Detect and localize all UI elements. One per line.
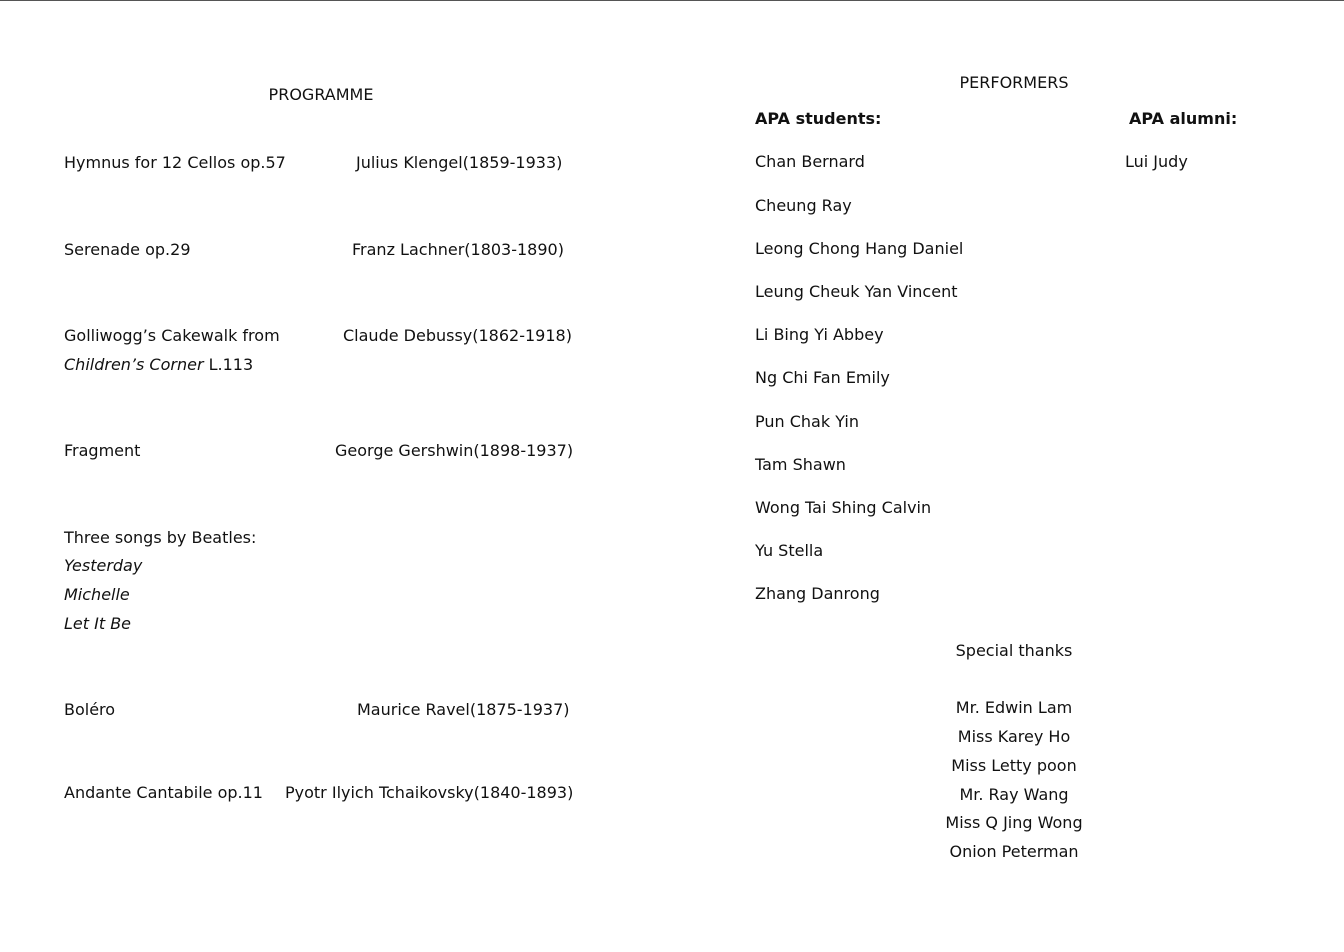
programme-item-title: Fragment [64,441,141,460]
song-title: Let It Be [64,614,132,633]
student-name: Zhang Danrong [755,584,880,603]
student-name: Chan Bernard [755,152,865,171]
programme-item-title: Three songs by Beatles: [64,528,257,547]
programme-item-title: Andante Cantabile op.11 [64,783,263,802]
programme-item-subtitle [64,355,253,375]
programme-item-composer: George Gershwin(1898-1937) [335,441,574,460]
programme-item-title: Serenade op.29 [64,240,191,259]
student-name: Yu Stella [755,541,824,560]
student-name: Cheung Ray [755,196,852,215]
student-name: Tam Shawn [755,455,846,474]
thanks-name: Miss Q Jing Wong [945,813,1083,832]
students-heading: APA students: [755,109,882,128]
alumni-name: Lui Judy [1125,152,1188,171]
programme-item-composer: Pyotr Ilyich Tchaikovsky(1840-1893) [285,783,574,802]
programme-item-title: Golliwogg’s Cakewalk from [64,326,280,345]
song-title: Yesterday [64,556,143,575]
student-name: Leong Chong Hang Daniel [755,239,964,258]
student-name: Wong Tai Shing Calvin [755,498,932,517]
student-name: Pun Chak Yin [755,412,859,431]
programme-item-composer: Julius Klengel(1859-1933) [356,153,563,172]
thanks-name: Onion Peterman [949,842,1079,861]
special-thanks-heading: Special thanks [955,641,1073,660]
programme-item-composer: Claude Debussy(1862-1918) [343,326,572,345]
student-name: Leung Cheuk Yan Vincent [755,282,958,301]
student-name: Ng Chi Fan Emily [755,368,890,387]
thanks-name: Mr. Edwin Lam [955,698,1073,717]
thanks-name: Mr. Ray Wang [959,785,1069,804]
work-catalogue-number: L.113 [203,355,254,374]
song-title: Michelle [64,585,130,604]
work-title-italic: Children’s Corner [64,355,204,374]
programme-item-composer: Maurice Ravel(1875-1937) [357,700,570,719]
programme-item-title: Hymnus for 12 Cellos op.57 [64,153,286,172]
thanks-name: Miss Karey Ho [957,727,1071,746]
alumni-heading: APA alumni: [1129,109,1238,128]
performers-heading: PERFORMERS [959,73,1069,92]
programme-item-title: Boléro [64,700,116,719]
thanks-name: Miss Letty poon [951,756,1077,775]
programme-heading: PROGRAMME [268,85,374,104]
programme-item-composer: Franz Lachner(1803-1890) [352,240,564,259]
student-name: Li Bing Yi Abbey [755,325,884,344]
page-top-border [0,0,1344,1]
